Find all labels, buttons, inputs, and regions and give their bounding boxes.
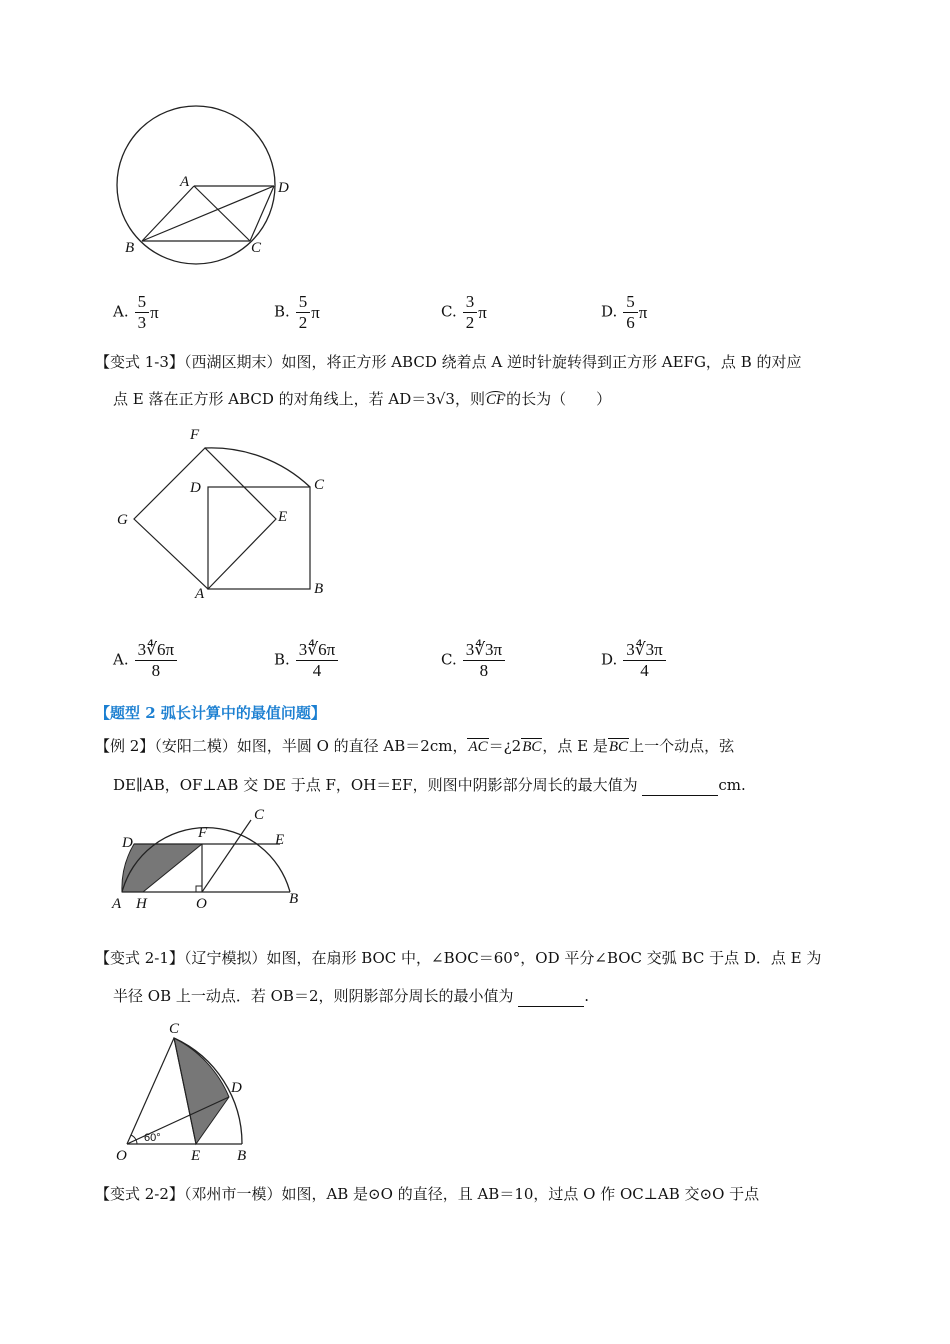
problem-variant-1-3-line2: 点 E 落在正方形 ABCD 的对角线上，若 AD＝3√3，则CF的长为（ ） <box>113 390 612 408</box>
answer-blank[interactable] <box>642 775 718 796</box>
label-b: B <box>314 581 324 597</box>
label-c: C <box>169 1021 180 1037</box>
label-d: D <box>231 1080 242 1096</box>
arc-bc: BC <box>608 739 629 755</box>
example-2-line1: 【例 2】（安阳二模）如图，半圆 O 的直径 AB＝2cm，AC＝¿2BC，点 E 是BC上一个动点，弦 <box>95 737 735 755</box>
section-heading: 【题型 2 弧长计算中的最值问题】 <box>95 704 326 722</box>
problem-tag: 【变式 1-3】 <box>95 353 184 371</box>
problem-tag: 【变式 2-2】 <box>95 1185 184 1203</box>
problem-variant-2-1-line2: 半径 OB 上一动点．若 OB＝2，则阴影部分周长的最小值为 . <box>113 987 590 1005</box>
label-g: G <box>117 512 128 528</box>
label-h: H <box>136 896 147 910</box>
option-c[interactable]: C. $\frac{3∜3\pi}{8}$ <box>441 640 505 681</box>
label-b: B <box>289 891 299 907</box>
problem-tag: 【例 2】 <box>95 737 155 755</box>
problem-variant-2-2-line1: 【变式 2-2】（邓州市一模）如图，AB 是⊙O 的直径，且 AB＝10，过点 O 作 OC⊥AB 交⊙O 于点 <box>95 1185 760 1203</box>
label-e: E <box>278 509 288 525</box>
arc-cf: CF <box>485 392 506 408</box>
figure-semicircle <box>108 800 308 910</box>
example-2-line2: DE∥AB，OF⊥AB 交 DE 于点 F，OH＝EF，则图中阴影部分周长的最大值为 cm. <box>113 776 746 794</box>
label-b: B <box>125 240 135 256</box>
option-a[interactable]: A. $\frac{5}{3}$ π <box>113 292 159 332</box>
label-b: B <box>237 1148 247 1164</box>
option-d[interactable]: D. $\frac{5}{6}$ π <box>601 292 648 332</box>
figure-circle-abcd <box>110 100 290 270</box>
label-d: D <box>190 480 201 496</box>
figure-rotated-squares <box>110 420 340 605</box>
option-d[interactable]: D. $\frac{3∜3\pi}{4}$ <box>601 640 666 681</box>
problem-variant-1-3-line1: 【变式 1-3】（西湖区期末）如图，将正方形 ABCD 绕着点 A 逆时针旋转得到正方形 AEFG，点 B 的对应 <box>95 353 802 371</box>
answer-blank[interactable] <box>518 986 584 1007</box>
label-c: C <box>251 240 262 256</box>
arc-bc: BC <box>522 739 542 755</box>
label-d: D <box>278 180 289 196</box>
figure-sector <box>110 1015 260 1165</box>
label-f: F <box>198 825 208 841</box>
option-a[interactable]: A. $\frac{3∜6\pi}{8}$ <box>113 640 177 681</box>
label-a: A <box>195 586 205 602</box>
arc-ac: AC <box>468 739 488 755</box>
option-b[interactable]: B. $\frac{5}{2}$ π <box>274 292 320 332</box>
label-f: F <box>190 427 200 443</box>
angle-label: 60° <box>144 1132 161 1144</box>
label-a: A <box>180 174 190 190</box>
label-o: O <box>196 896 207 910</box>
label-d: D <box>122 835 133 851</box>
problem-tag: 【变式 2-1】 <box>95 949 184 967</box>
label-c: C <box>314 477 325 493</box>
label-a: A <box>112 896 122 910</box>
label-e: E <box>191 1148 201 1164</box>
label-o: O <box>116 1148 127 1164</box>
label-e: E <box>275 832 285 848</box>
label-c: C <box>254 807 265 823</box>
option-c[interactable]: C. $\frac{3}{2}$ π <box>441 292 487 332</box>
problem-variant-2-1-line1: 【变式 2-1】（辽宁模拟）如图，在扇形 BOC 中，∠BOC＝60°，OD 平分∠BOC 交弧 BC 于点 D．点 E 为 <box>95 949 822 967</box>
option-b[interactable]: B. $\frac{3∜6\pi}{4}$ <box>274 640 338 681</box>
